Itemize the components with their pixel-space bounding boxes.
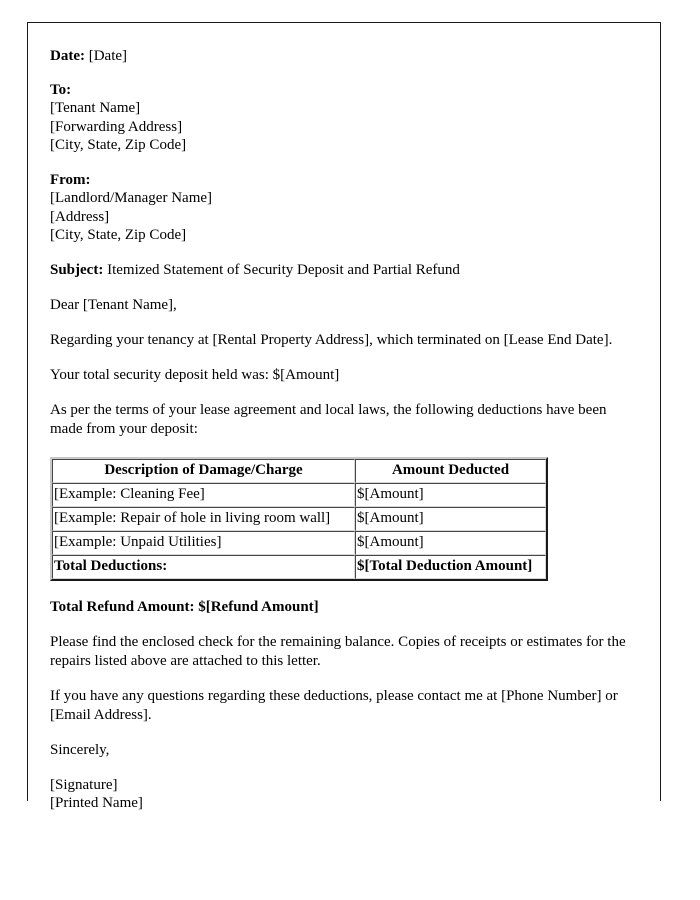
from-line-2: [Address] — [50, 208, 110, 225]
total-refund-amount: Total Refund Amount: $[Refund Amount] — [50, 598, 319, 615]
paragraph-deductions-intro: As per the terms of your lease agreement and local laws, the following deductions have been made from your deposit: — [50, 401, 607, 437]
from-line-3: [City, State, Zip Code] — [50, 227, 187, 243]
subject-line — [50, 261, 632, 280]
printed-name-placeholder: [Printed Name] — [50, 795, 143, 811]
table-header-row — [52, 459, 546, 483]
paragraph-enclosed-check: Please find the enclosed check for the remaining balance. Copies of receipts or estimates for the repairs listed above are attached to this letter. — [50, 633, 626, 669]
table-cell-amount: $[Amount] — [355, 531, 546, 555]
date-value: [Date] — [88, 48, 128, 64]
salutation: Dear [Tenant Name], — [50, 296, 177, 313]
table-cell-amount: $[Amount] — [355, 483, 546, 507]
table-cell-description: [Example: Cleaning Fee] — [52, 483, 355, 507]
to-line-3: [City, State, Zip Code] — [50, 137, 187, 153]
paragraph-questions: If you have any questions regarding these deductions, please contact me at [Phone Number] or [Email Address]. — [50, 687, 618, 723]
date-block — [50, 47, 632, 66]
table-row — [52, 483, 546, 507]
to-line-2: [Forwarding Address] — [50, 118, 183, 135]
recipient-block — [50, 81, 632, 155]
table-row — [52, 507, 546, 531]
table-total-row — [52, 555, 546, 579]
table-cell-total-amount: $[Total Deduction Amount] — [355, 555, 546, 579]
date-label: Date: — [50, 48, 85, 64]
deductions-table-wrapper — [50, 455, 632, 581]
from-label: From: — [50, 171, 91, 188]
document-body — [28, 23, 660, 813]
closing-sincerely: Sincerely, — [50, 741, 110, 758]
paragraph-deposit-held: Your total security deposit held was: $[Amount] — [50, 366, 340, 383]
to-line-1: [Tenant Name] — [50, 100, 141, 116]
deductions-table — [50, 457, 548, 581]
from-line-1: [Landlord/Manager Name] — [50, 190, 213, 206]
table-cell-total-label: Total Deductions: — [52, 555, 355, 579]
sender-block — [50, 171, 632, 245]
to-label: To: — [50, 81, 72, 98]
table-cell-description: [Example: Unpaid Utilities] — [52, 531, 355, 555]
subject-label: Subject: — [50, 261, 104, 278]
table-row — [52, 531, 546, 555]
table-header-description: Description of Damage/Charge — [52, 459, 355, 483]
table-cell-amount: $[Amount] — [355, 507, 546, 531]
subject-value: Itemized Statement of Security Deposit and Partial Refund — [107, 261, 460, 278]
signature-block — [50, 776, 632, 813]
date-line — [50, 47, 632, 66]
table-header-amount: Amount Deducted — [355, 459, 546, 483]
table-cell-description: [Example: Repair of hole in living room wall] — [52, 507, 355, 531]
paragraph-tenancy: Regarding your tenancy at [Rental Property Address], which terminated on [Lease End Date]. — [50, 331, 613, 348]
signature-placeholder: [Signature] — [50, 776, 118, 793]
document-page — [27, 22, 661, 811]
